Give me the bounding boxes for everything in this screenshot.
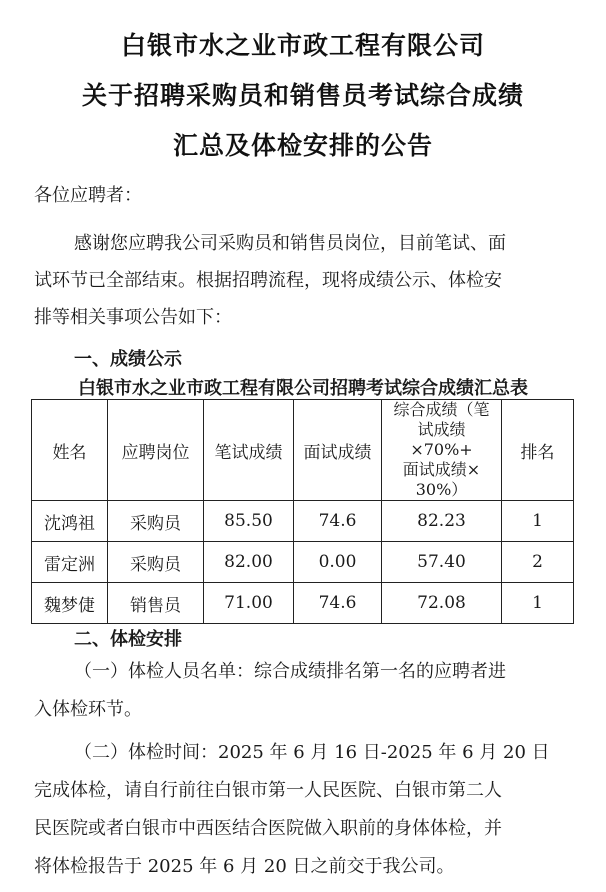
title-line-3: 汇总及体检安排的公告 (172, 131, 433, 160)
cell-written: 82.00 (204, 542, 294, 583)
column-header-total (382, 400, 502, 501)
table-row (32, 501, 574, 542)
scores-table (31, 399, 574, 624)
cell-position: 采购员 (108, 501, 204, 542)
item2-line-1: （二）体检时间：2025 年 6 月 16 日-2025 年 6 月 20 日 (74, 742, 550, 763)
intro-line-3: 排等相关事项公告如下： (34, 307, 232, 328)
cell-interview: 74.6 (294, 583, 382, 624)
table-row (32, 542, 574, 583)
table-row (32, 583, 574, 624)
title-line-1: 白银市水之业市政工程有限公司 (120, 31, 485, 60)
title-line-2: 关于招聘采购员和销售员考试综合成绩 (81, 81, 524, 110)
cell-written: 85.50 (204, 501, 294, 542)
item2-line-4: 将体检报告于 2025 年 6 月 20 日之前交于我公司。 (34, 856, 455, 877)
column-header-total-line-2: 试成绩×70%+ (410, 420, 473, 459)
item2-line-2: 完成体检，请自行前往白银市第一人民医院、白银市第二人 (34, 780, 502, 801)
column-header-total-line-4: 30%） (415, 480, 468, 499)
cell-interview: 74.6 (294, 501, 382, 542)
cell-rank: 1 (502, 583, 574, 624)
cell-total: 72.08 (382, 583, 502, 624)
section2-heading: 二、体检安排 (74, 629, 182, 650)
table-header-row (32, 400, 574, 501)
cell-rank: 2 (502, 542, 574, 583)
item1-line-1: （一）体检人员名单：综合成绩排名第一名的应聘者进 (74, 661, 506, 682)
column-header-position: 应聘岗位 (108, 400, 204, 501)
column-header-written: 笔试成绩 (204, 400, 294, 501)
cell-position: 采购员 (108, 542, 204, 583)
cell-rank: 1 (502, 501, 574, 542)
intro-line-1: 感谢您应聘我公司采购员和销售员岗位，目前笔试、面 (74, 233, 506, 254)
cell-total: 57.40 (382, 542, 502, 583)
item2-line-3: 民医院或者白银市中西医结合医院做入职前的身体体检，并 (34, 818, 502, 839)
cell-position: 销售员 (108, 583, 204, 624)
cell-interview: 0.00 (294, 542, 382, 583)
column-header-total-line-3: 面试成绩× (402, 460, 481, 479)
section1-heading: 一、成绩公示 (74, 349, 182, 370)
column-header-name: 姓名 (32, 400, 108, 501)
table-title: 白银市水之业市政工程有限公司招聘考试综合成绩汇总表 (78, 378, 528, 399)
column-header-total-line-1: 综合成绩（笔 (393, 400, 490, 419)
cell-name: 雷定洲 (32, 542, 108, 583)
cell-name: 魏梦倢 (32, 583, 108, 624)
item1-line-2: 入体检环节。 (34, 699, 142, 720)
cell-written: 71.00 (204, 583, 294, 624)
column-header-interview: 面试成绩 (294, 400, 382, 501)
column-header-rank: 排名 (502, 400, 574, 501)
cell-total: 82.23 (382, 501, 502, 542)
cell-name: 沈鸿祖 (32, 501, 108, 542)
greeting: 各位应聘者： (34, 185, 142, 206)
intro-line-2: 试环节已全部结束。根据招聘流程，现将成绩公示、体检安 (34, 270, 502, 291)
